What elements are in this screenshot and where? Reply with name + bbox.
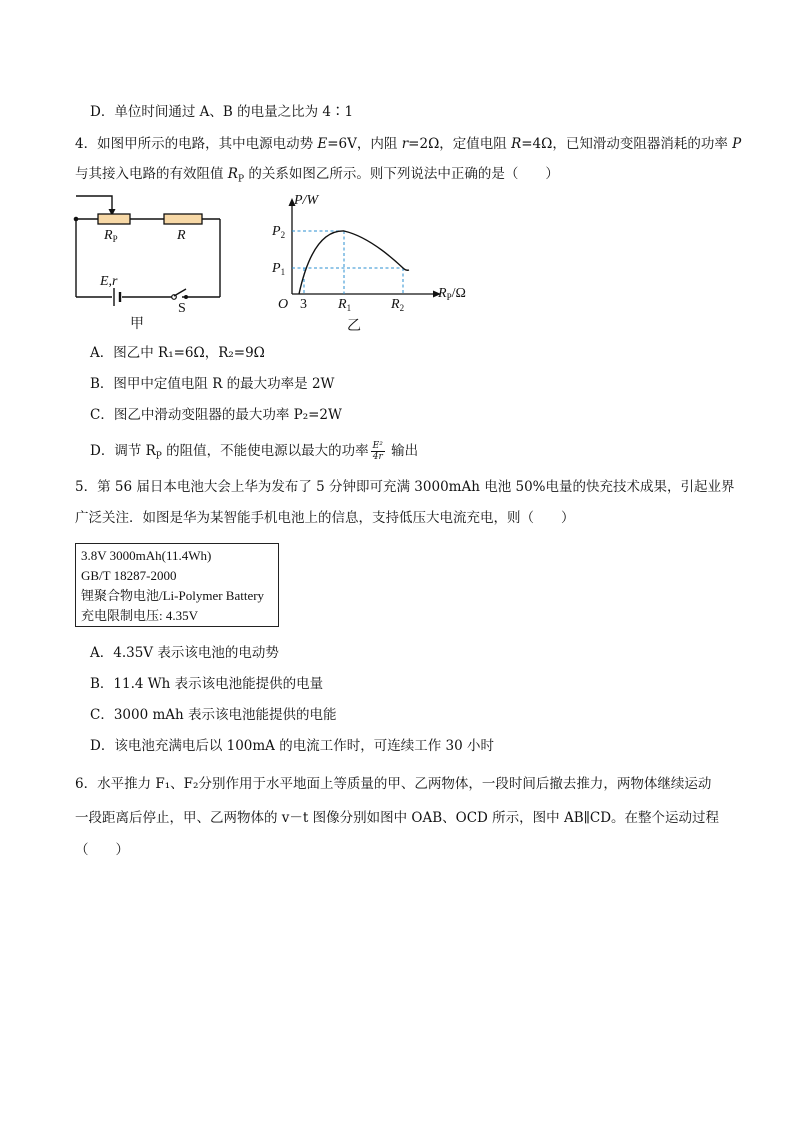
q5-option-a[interactable]: A．4.35V 表示该电池的电动势: [90, 645, 279, 661]
battery-line-2: GB/T 18287-2000: [81, 568, 177, 583]
q5-stem-line2: 广泛关注．如图是华为某智能手机电池上的信息，支持低压大电流充电，则（ ）: [75, 510, 575, 526]
q5-option-b[interactable]: B．11.4 Wh 表示该电池能提供的电量: [90, 676, 324, 692]
power-curve: [299, 231, 409, 294]
rp-label: $R_P$: [104, 228, 118, 244]
power-graph-yi: [266, 186, 486, 336]
q4-option-d[interactable]: D．调节 $R_P$ 的阻值，不能使电源以最大的功率 $\frac{\text{E²}}{4r}$ 输出: [90, 441, 419, 462]
q5-stem-line1: 5．第 56 届日本电池大会上华为发布了 5 分钟即可充满 3000mAh 电池 50%电量的快充技术成果，引起业界: [75, 479, 735, 495]
r2-label: $R_2$: [391, 297, 405, 313]
battery-info-box: [75, 543, 279, 627]
origin-label: O: [278, 297, 289, 312]
y-axis-label: P/W: [294, 193, 319, 208]
q5-option-c[interactable]: C．3000 mAh 表示该电池能提供的电能: [90, 707, 337, 723]
q4-stem-line2: 与其接入电路的有效阻值 $R_P$ 的关系如图乙所示。则下列说法中正确的是（ ）: [75, 166, 559, 185]
circuit-diagram-jia: [68, 188, 230, 332]
q4-option-c[interactable]: C．图乙中滑动变阻器的最大功率 P₂=2W: [90, 407, 342, 423]
x-axis-label: $R_P/\Omega$: [438, 286, 466, 302]
q6-stem-line3: （ ）: [75, 842, 129, 858]
resistor-rp: [98, 214, 130, 224]
caption-jia: 甲: [130, 317, 144, 332]
p1-label: $P_1$: [272, 261, 286, 277]
q6-stem-line2: 一段距离后停止，甲、乙两物体的 v－t 图像分别如图中 OAB、OCD 所示，图中 AB∥CD。在整个运动过程: [75, 810, 720, 826]
switch-blade: [174, 289, 186, 296]
q5-option-d[interactable]: D．该电池充满电后以 100mA 的电流工作时，可连续工作 30 小时: [90, 738, 494, 754]
tick-3-label: 3: [300, 297, 307, 312]
battery-line-3: 锂聚合物电池/Li-Polymer Battery: [81, 588, 265, 603]
q4-option-b[interactable]: B．图甲中定值电阻 R 的最大功率是 2W: [90, 376, 335, 392]
fraction-e2-4r: $\frac{\text{E²}}{4r}$: [372, 441, 383, 462]
p2-label: $P_2$: [272, 224, 286, 240]
battery-line-1: 3.8V 3000mAh(11.4Wh): [81, 548, 212, 563]
r-label: R: [177, 228, 186, 243]
er-label: E,r: [100, 274, 118, 289]
q4-stem-line1: 4．如图甲所示的电路，其中电源电动势 E=6V，内阻 r=2Ω，定值电阻 R=4Ω，已知滑动变阻器消耗的功率 P: [75, 136, 742, 152]
r1-label: $R_1$: [338, 297, 352, 313]
q6-stem-line1: 6．水平推力 F₁、F₂分别作用于水平地面上等质量的甲、乙两物体，一段时间后撤去推力，两物体继续运动: [75, 776, 712, 792]
junction-dot: [74, 217, 79, 222]
resistor-r: [164, 214, 202, 224]
battery-line-4: 充电限制电压: 4.35V: [81, 608, 199, 623]
switch-label: S: [178, 301, 186, 316]
q3-option-d[interactable]: D．单位时间通过 A、B 的电量之比为 4∶1: [90, 104, 354, 120]
caption-yi: 乙: [347, 319, 361, 334]
q4-option-a[interactable]: A．图乙中 R₁=6Ω，R₂=9Ω: [90, 345, 265, 361]
